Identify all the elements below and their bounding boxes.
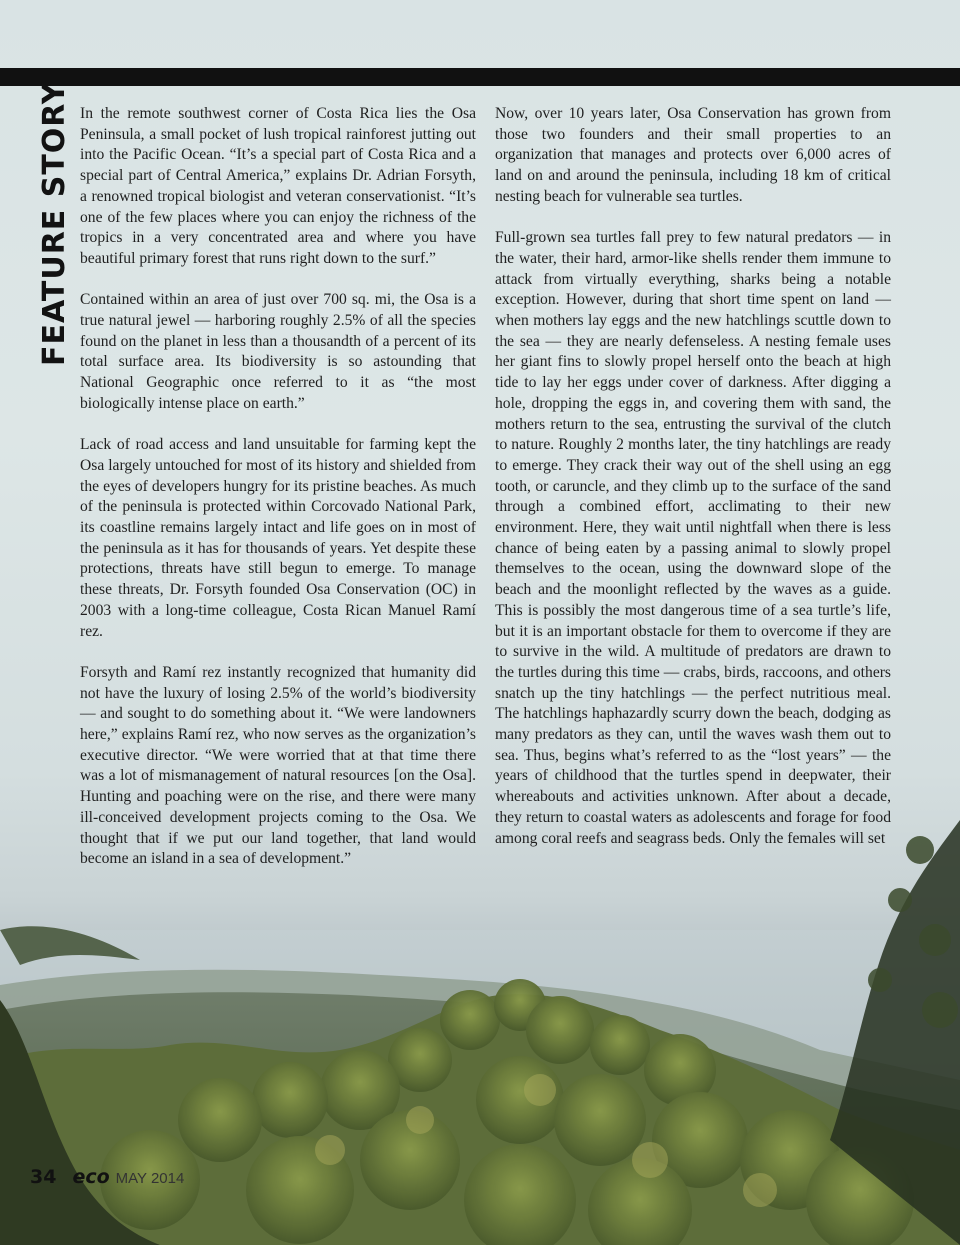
section-label: FEATURE STORY xyxy=(37,81,72,366)
paragraph: Forsyth and Ramí rez instantly recognized that humanity did not have the luxury of losing 2.5% of the world’s biodiversity — and sought to do something about it. “We were landowners here,” explains Ramí rez, who now serves as the organization’s executive director. “We were worried that at that time there was a lot of mismanagement of natural resources [on the Osa]. Hunting and poaching were on the rise, and there were many ill-conceived development projects coming to the Osa. We thought that if we put our land together, that land would become an island in a sea of development.” xyxy=(80,663,476,868)
magazine-logo: eco xyxy=(72,1166,110,1188)
right-column xyxy=(495,104,891,870)
page-footer xyxy=(30,1166,184,1188)
paragraph: Contained within an area of just over 700 sq. mi, the Osa is a true natural jewel — harboring roughly 2.5% of all the species found on the planet in less than a thousandth of a percent of its total surface area. Its biodiversity is so astounding that National Geographic once referred to it as “the most biologically intense place on earth.” xyxy=(80,291,476,412)
issue-date: MAY 2014 xyxy=(115,1170,185,1187)
page-number: 34 xyxy=(30,1166,57,1188)
paragraph: In the remote southwest corner of Costa Rica lies the Osa Peninsula, a small pocket of lush tropical rainforest jutting out into the Pacific Ocean. “It’s a special part of Costa Rica and a special part of Central America,” explains Dr. Adrian Forsyth, a renowned tropical biologist and veteran conservationist. “It’s one of the few places where you can enjoy the richness of the tropics in a very concentrated area and where you have beautiful primary forest that runs right down to the surf.” xyxy=(80,105,476,267)
left-column xyxy=(80,104,476,891)
paragraph: Full-grown sea turtles fall prey to few natural predators — in the water, their hard, armor-like shells render them immune to attack from virtually everything, sharks being a notable exception. However, during that short time spent on land — when mothers lay eggs and the new hatchlings scuttle down to the sea — they are nearly defenseless. A nesting female uses her giant fins to slowly propel herself onto the beach at high tide to lay her eggs under cover of darkness. After digging a hole, dropping the eggs in, and covering them with sand, the mothers return to the sea, entrusting the survival of the clutch to nature. Roughly 2 months later, the tiny hatchlings are ready to emerge. They crack their way out of the shell using an egg tooth, or caruncle, and they climb up to the surface of the sand through a combined effort, acclimating to their new environment. Here, they wait until nightfall when there is less chance of being eaten by a passing animal to slowly propel themselves to the ocean, using the downward slope of the beach and the moonlight reflected by the waves as a guide. This is possibly the most dangerous time of a sea turtle’s life, but it is an important obstacle for them to overcome if they are to survive in the wild. A multitude of predators are drawn to the turtles during this time — crabs, birds, raccoons, and others snatch up the tiny hatchlings — the perfect nutritious meal. The hatchlings haphazardly scurry down the beach, dodging as many predators as they can, until the waves wash them out to sea. Thus, begins what’s referred to as the “lost years” — the years of childhood that the turtles spend in deepwater, their whereabouts and activities unknown. After about a decade, they return to coastal waters as adolescents and forage for food among coral reefs and seagrass beds. Only the females will set xyxy=(495,229,891,847)
header-bar xyxy=(0,68,960,86)
paragraph: Now, over 10 years later, Osa Conservation has grown from those two founders and their small properties to an organization that manages and protects over 6,000 acres of land on and around the peninsula, including 18 km of critical nesting beach for vulnerable sea turtles. xyxy=(495,105,891,205)
paragraph: Lack of road access and land unsuitable for farming kept the Osa largely untouched for most of its history and shielded from the eyes of developers hungry for its pristine beaches. As much of the peninsula is protected within Corcovado National Park, its coastline remains largely intact and life goes on in most of the peninsula as it has for thousands of years. Yet despite these protections, threats have still begun to emerge. To manage these threats, Dr. Forsyth founded Osa Conservation (OC) in 2003 with a long-time colleague, Costa Rican Manuel Ramí rez. xyxy=(80,436,476,640)
